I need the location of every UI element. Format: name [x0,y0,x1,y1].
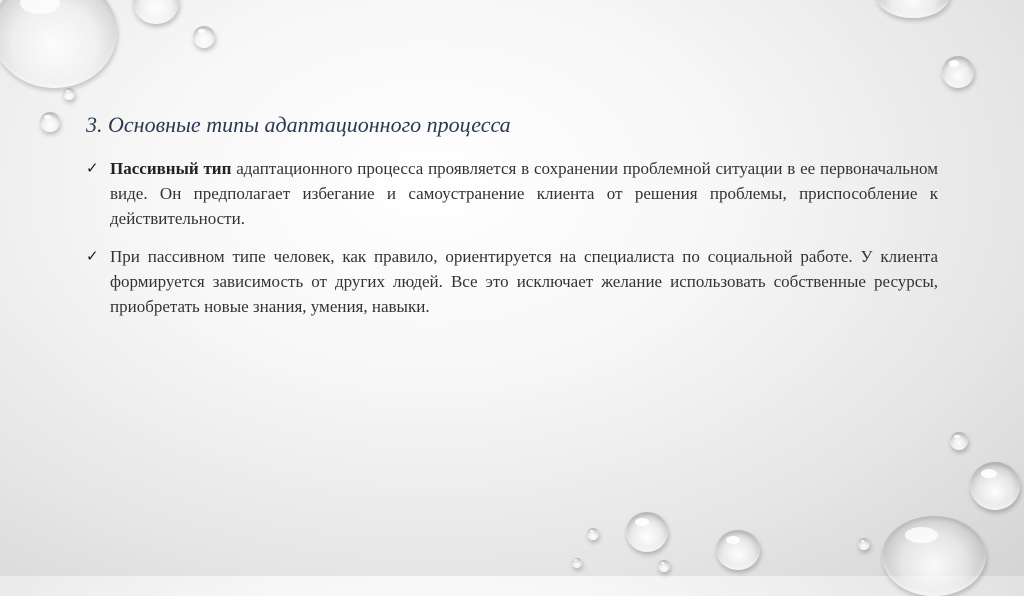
droplet-bottom-4 [572,558,582,568]
bullet-emphasis: Пассивный тип [110,159,232,178]
droplet-left-1 [40,112,60,132]
droplet-large-top-left [0,0,117,88]
bullet-item-passive-dependency [86,244,938,319]
droplet-bottom-right-2 [858,538,870,550]
droplet-bottom-5 [658,560,670,572]
checkmark-icon: ✓ [86,159,99,177]
droplet-top-right-1 [876,0,950,18]
droplet-top-left-4 [63,88,75,100]
bullet-list [86,156,938,332]
droplet-right-1 [950,432,968,450]
bullet-body: адаптационного процесса проявляется в сохранении проблемной ситуации в ее первоначальном виде. Он предполагает избегание и самоустранение клиента от решения проблемы, приспособление к действительности. [110,159,938,228]
droplet-bottom-3 [587,528,599,540]
droplet-right-2 [970,462,1020,510]
droplet-top-right-2 [942,56,974,88]
droplet-top-left-2 [133,0,179,24]
checkmark-icon: ✓ [86,247,99,265]
bullet-body: При пассивном типе человек, как правило, ориентируется на специалиста по социальной работе. У клиента формируется зависимость от других людей. Все это исключает желание использовать собственные ресурсы, приобретать новые знания, умения, навыки. [110,247,938,316]
droplet-bottom-right-large [882,516,986,596]
bullet-text [110,156,938,231]
bullet-text [110,244,938,319]
droplet-bottom-2 [716,530,760,570]
droplet-top-left-3 [193,26,215,48]
bullet-item-passive-type [86,156,938,231]
slide-title: 3. Основные типы адаптационного процесса [86,112,511,137]
droplet-bottom-1 [626,512,668,552]
